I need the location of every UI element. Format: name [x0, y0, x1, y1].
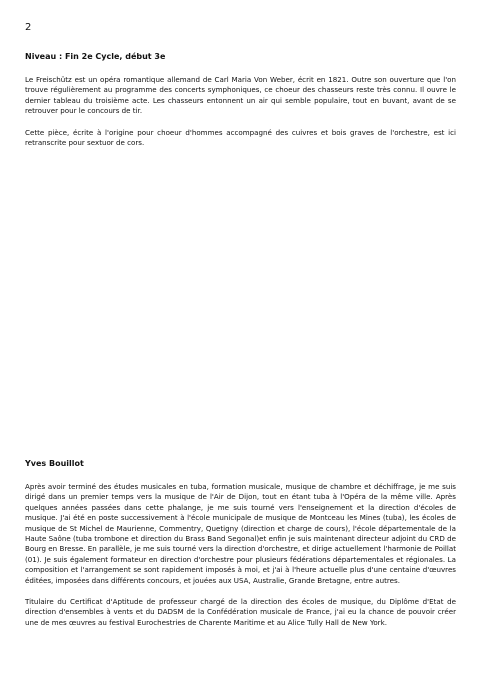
level-heading: Niveau : Fin 2e Cycle, début 3e [25, 52, 166, 61]
bio-section [25, 459, 456, 639]
bio-paragraph: Titulaire du Certificat d'Aptitude de professeur chargé de la direction des écoles de musique, du Diplôme d'Etat de direction d'ensembles à vents et du DADSM de la Confédération musicale de France, j'ai eu la chance de pouvoir créer une de mes œuvres au festival Eurochestries de Charente Maritime et au Alice Tully Hall de New York. [25, 597, 456, 627]
page-number: 2 [25, 22, 32, 33]
level-section [25, 52, 456, 159]
bio-paragraph: Après avoir terminé des études musicales en tuba, formation musicale, musique de chambre et déchiffrage, je me suis dirigé dans un premier temps vers la musique de l'Air de Dijon, tout en étant tuba à l'Opéra de la même ville. Après quelques années passées dans cette phalange, je me suis tourné vers l'enseignement et la direction d'écoles de musique. J'ai été en poste successivement à l'école municipale de musique de Montceau les Mines (tuba), les écoles de musique de St Michel de Maurienne, Commentry, Quetigny (direction et charge de cours), l'école départementale de la Haute Saône (tuba trombone et direction du Brass Band Segonal)et enfin je suis maintenant directeur adjoint du CRD de Bourg en Bresse. En parallèle, je me suis tourné vers la direction d'orchestre, et dirige actuellement l'harmonie de Poillat (01). Je suis également formateur en direction d'orchestre pour plusieurs fédérations départementales et régionales. La composition et l'arrangement se sont rapidement imposés à moi, et j'ai à l'heure actuelle plus d'une centaine d'œuvres éditées, imposées dans différents concours, et jouées aux USA, Australie, Grande Bretagne, entre autres. [25, 482, 456, 585]
level-paragraph: Le Freischütz est un opéra romantique allemand de Carl Maria Von Weber, écrit en 1821. Outre son ouverture que l'on trouve régulièrement au programme des concerts symphoniques, ce choeur des chasseurs reste très connu. Il ouvre le dernier tableau du troisième acte. Les chasseurs entonnent un air qui semble populaire, tout en buvant, avant de se retrouver pour le concours de tir. [25, 75, 456, 116]
level-paragraph: Cette pièce, écrite à l'origine pour choeur d'hommes accompagné des cuivres et bois graves de l'orchestre, est ici retranscrite pour sextuor de cors. [25, 127, 456, 148]
bio-heading: Yves Bouillot [25, 459, 84, 468]
